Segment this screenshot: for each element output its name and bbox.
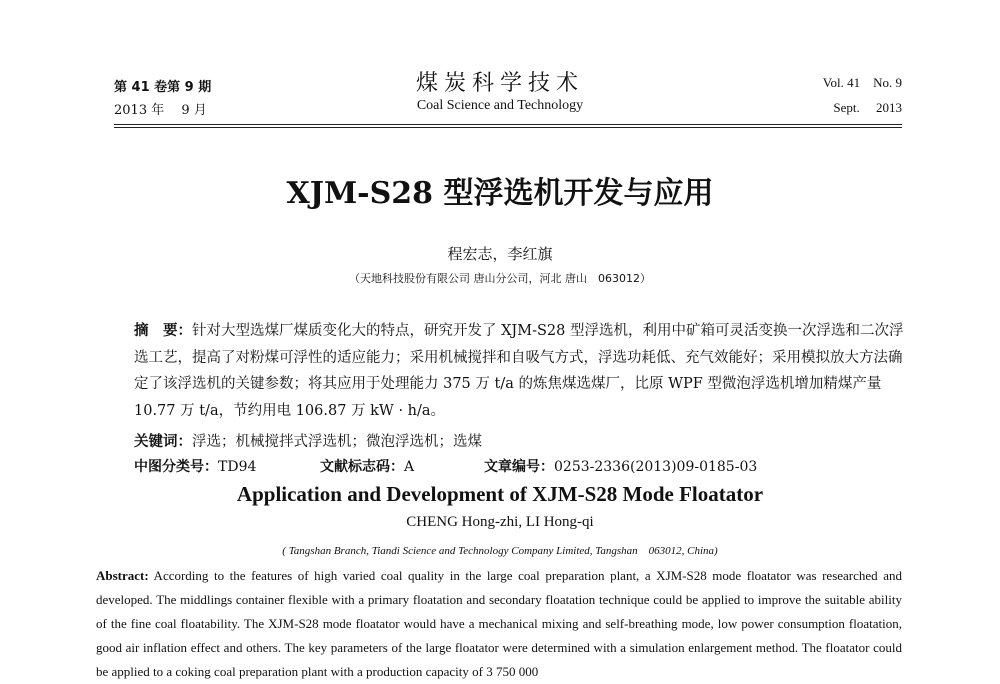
journal-name-en: Coal Science and Technology	[416, 98, 584, 113]
affiliation-en: ( Tangshan Branch, Tiandi Science and Technology Company Limited, Tangshan 063012, China)	[282, 545, 718, 557]
article-number	[484, 456, 757, 476]
journal-date-en: Sept. 2013	[833, 100, 902, 115]
article-no-value: 0253-2336(2013)09-0185-03	[554, 459, 758, 475]
keywords-label-cn: 关键词：	[134, 434, 192, 450]
article-no-label: 文章编号：	[484, 459, 554, 475]
abstract-label-en: Abstract:	[96, 568, 149, 583]
journal-volume-issue-cn: 第 41 卷第 9 期	[114, 80, 212, 95]
abstract-text-cn: 针对大型选煤厂煤质变化大的特点，研究开发了 XJM-S28 型浮选机，利用中矿箱可灵活变换一次浮选和二次浮选工艺，提高了对粉煤可浮性的适应能力；采用机械搅拌和自吸气方式，浮选功耗低、充气效能好；采用模拟放大方法确定了该浮选机的关键参数；将其应用于处理能力 375 万 t/a 的炼焦煤选煤厂，比原 WPF 型微泡浮选机增加精煤产量 10.77 万 t/a，节约用电 106.87 万 kW · h/a。	[134, 323, 904, 419]
paper-title-en: Application and Development of XJM-S28 Mode Floatator	[236, 482, 764, 506]
header-rule-top	[114, 124, 902, 125]
abstract-en	[96, 564, 902, 684]
abstract-label-cn: 摘 要：	[134, 323, 192, 339]
affiliation-cn: （天地科技股份有限公司 唐山分公司，河北 唐山 063012）	[349, 272, 651, 285]
doc-code-label: 文献标志码：	[320, 459, 404, 475]
keywords-cn	[134, 430, 482, 451]
clc-number	[134, 456, 256, 476]
paper-title-cn: XJM-S28 型浮选机开发与应用	[286, 176, 714, 211]
journal-date-cn: 2013 年 9 月	[114, 103, 207, 118]
keywords-text-cn: 浮选；机械搅拌式浮选机；微泡浮选机；选煤	[192, 434, 482, 450]
journal-name-cn: 煤炭科学技术	[415, 71, 584, 96]
doc-code-value: A	[404, 459, 415, 475]
classification-line	[134, 456, 904, 476]
journal-volume-issue-en: Vol. 41 No. 9	[822, 75, 902, 90]
authors-cn: 程宏志，李红旗	[447, 245, 553, 263]
authors-en: CHENG Hong-zhi, LI Hong-qi	[406, 514, 594, 530]
clc-label: 中图分类号：	[134, 459, 218, 475]
header-rule-bottom	[114, 127, 902, 128]
document-code	[320, 456, 414, 476]
abstract-cn	[134, 318, 904, 424]
abstract-text-en: According to the features of high varied coal quality in the large coal preparation plant, a XJM-S28 mode floatator was researched and developed. The middlings container flexible with a primary floatation and secondary floatation technique could be applied to improve the suitable ability of the fine coal floatability. The XJM-S28 mode floatator would have a mechanical mixing and self-breathing mode, low power consumption floatation, good air inflation effect and others. The key parameters of the large floatator were determined with a simulation enlargement method. The floatator could be applied to a coking coal preparation plant with a production capacity of 3 750 000	[96, 568, 902, 679]
clc-value: TD94	[218, 459, 257, 475]
